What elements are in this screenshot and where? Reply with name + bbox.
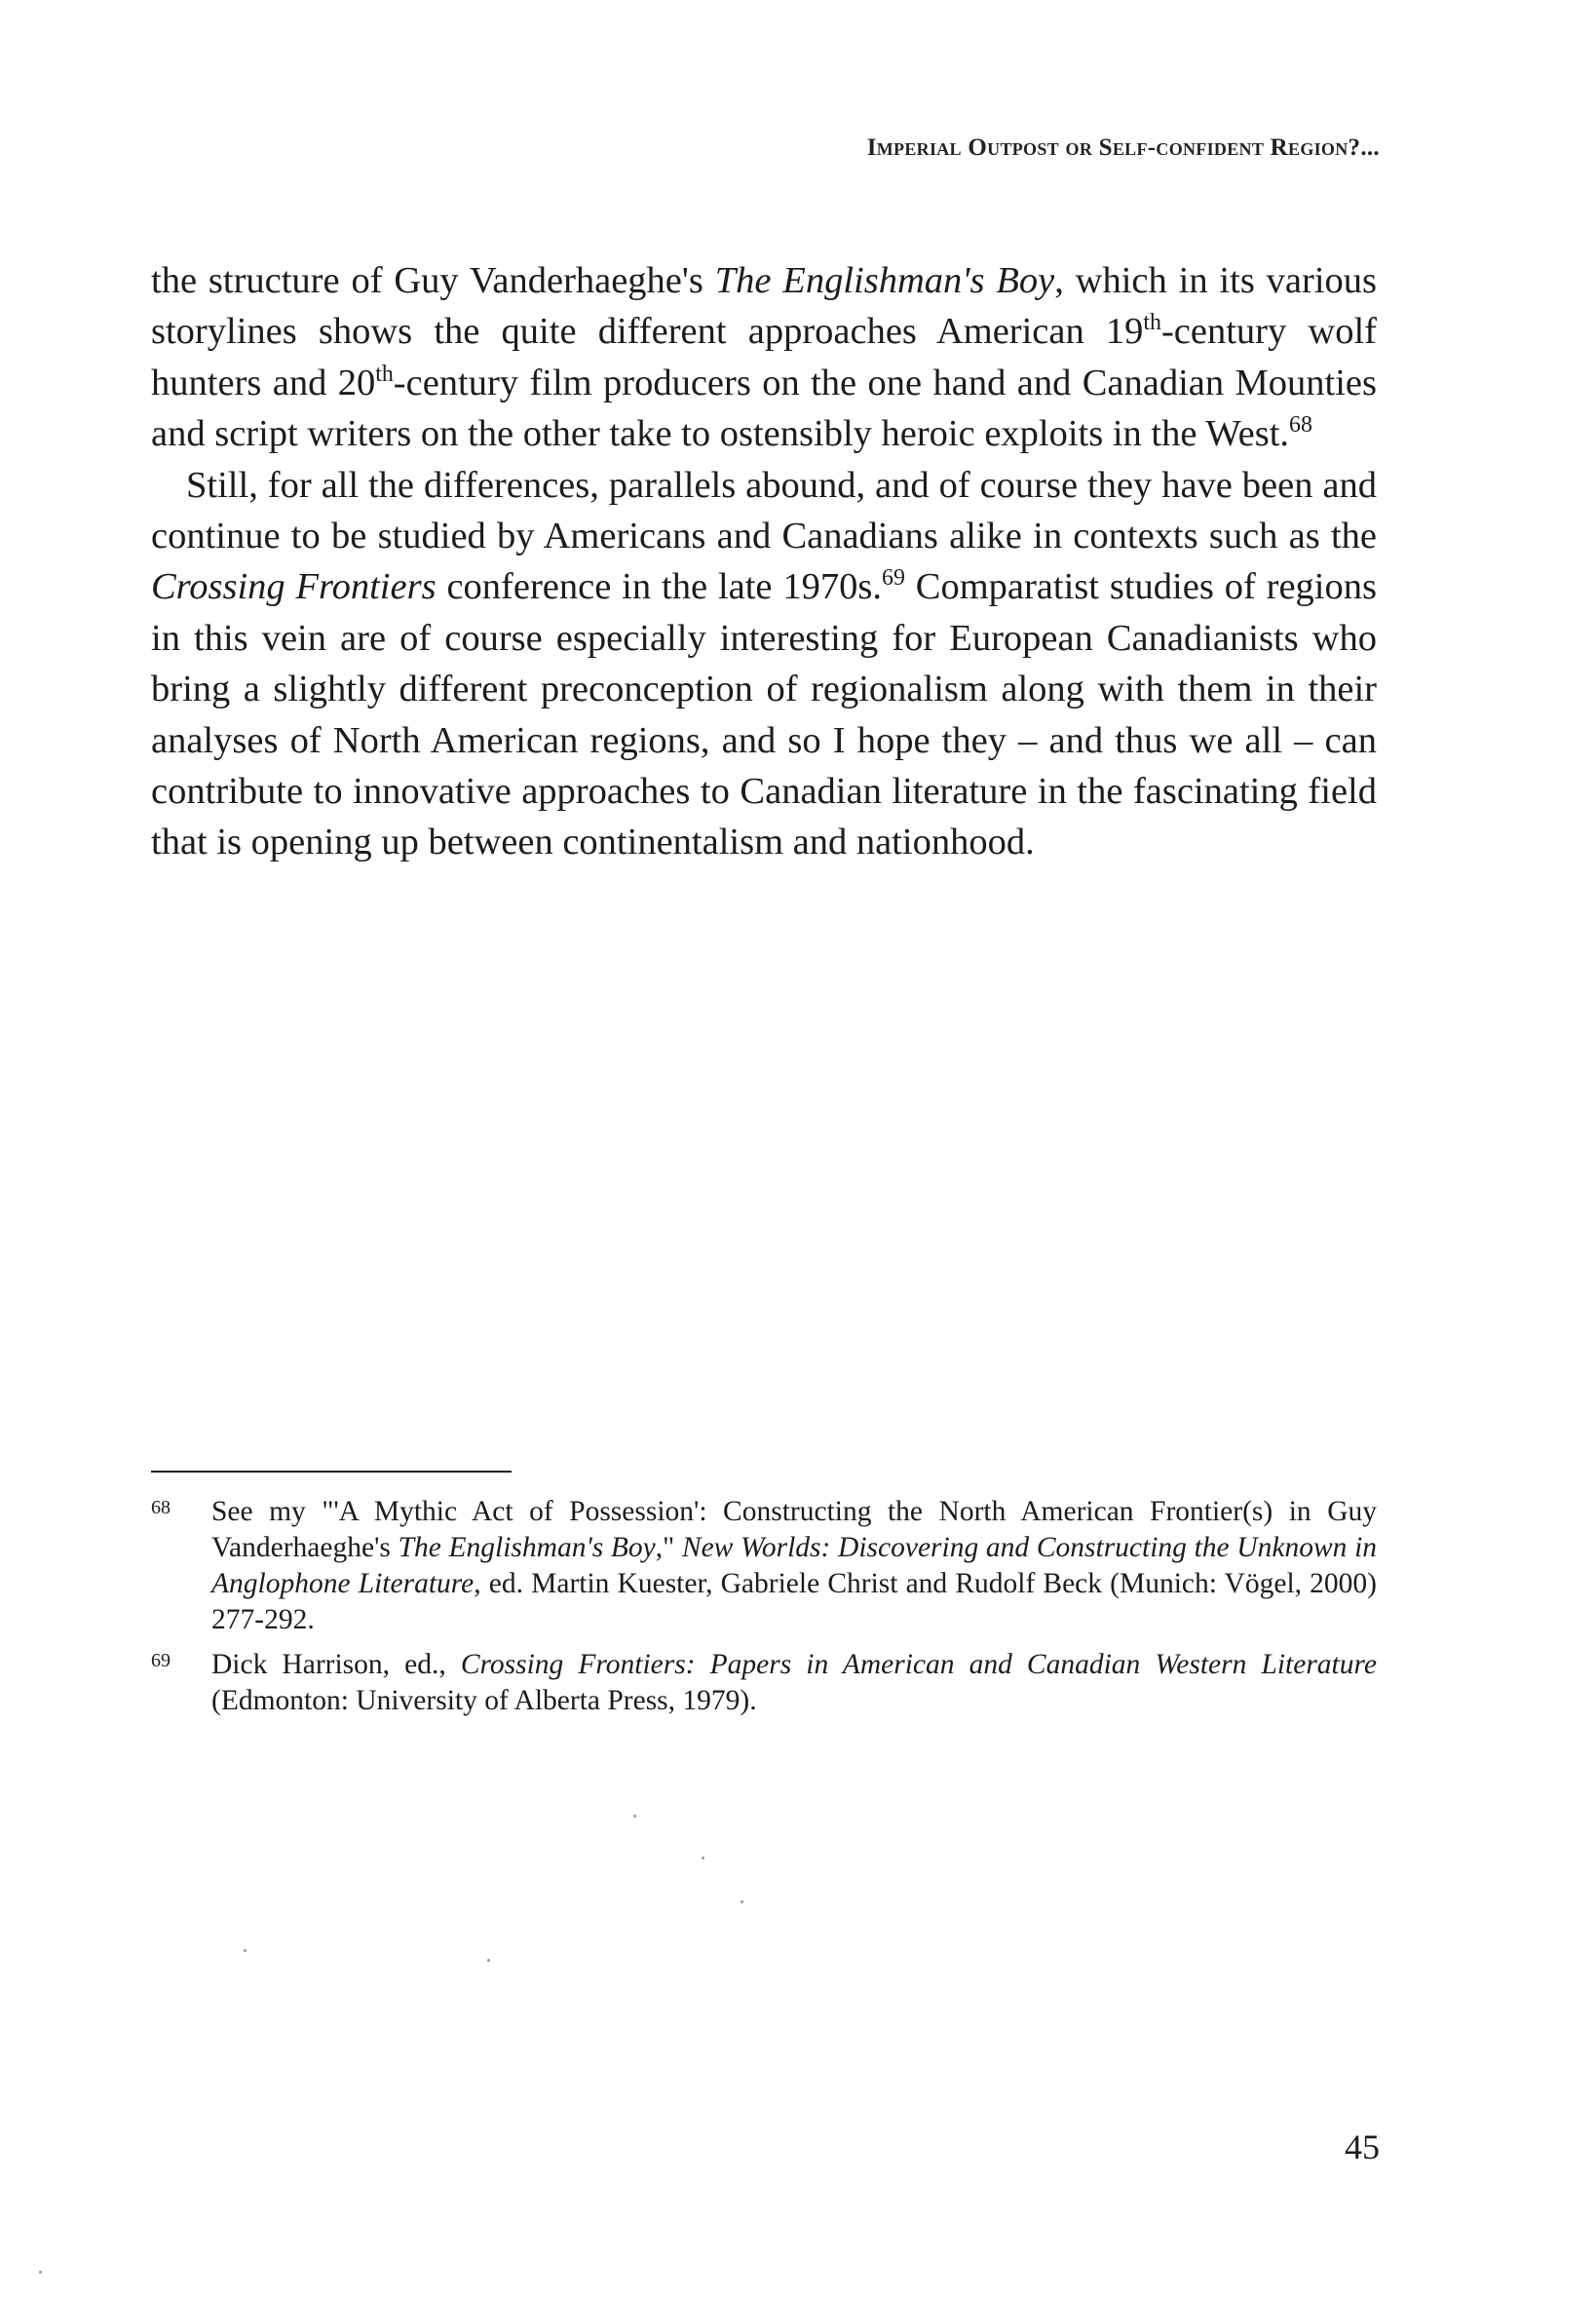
footnotes <box>151 1494 1377 1728</box>
page-number: 45 <box>1345 2127 1380 2166</box>
scan-speck <box>39 2271 42 2274</box>
scan-speck <box>633 1815 636 1818</box>
scan-speck <box>702 1857 704 1859</box>
footnote-separator <box>151 1471 512 1473</box>
footnote-reference-68[interactable]: 68 <box>1289 412 1312 439</box>
paragraph-2-text-2: conference in the late 1970s. <box>436 566 883 608</box>
ordinal-superscript: th <box>375 361 394 387</box>
footnote-69-italic-1: Crossing Frontiers: Papers in American and Canadian Western Literature <box>460 1649 1377 1680</box>
footnote-number: 69 <box>151 1650 171 1671</box>
footnote-69-text-1: Dick Harrison, ed., <box>211 1649 461 1680</box>
paragraph-1-text-1: the structure of Guy Vanderhaeghe's <box>151 260 715 301</box>
footnote-69 <box>151 1647 1377 1719</box>
footnote-68-italic-2: New Worlds: Discovering and Constructing the Unknown in Anglophone Literature <box>211 1532 1378 1599</box>
footnote-reference-69[interactable]: 69 <box>882 565 905 592</box>
paragraph-1 <box>151 255 1377 460</box>
scan-speck <box>487 1959 490 1962</box>
footnote-68-text-3: , ed. Martin Kuester, Gabriele Christ and Rudolf Beck (Munich: Vögel, 2000) 277-292. <box>211 1568 1377 1635</box>
ordinal-superscript: th <box>1143 310 1161 336</box>
running-head: Imperial Outpost or Self-confident Region?... <box>866 134 1380 161</box>
paragraph-1-text-4: -century film producers on the one hand and Canadian Mounties and script writers on the other take to ostensibly heroic exploits in the West. <box>151 362 1377 455</box>
paragraph-2-text-1: Still, for all the differences, parallels abound, and of course they have been and continue to be studied by Americans and Canadians alike in contexts such as the <box>151 464 1377 557</box>
book-title-englishmans-boy: The Englishman's Boy <box>714 260 1055 301</box>
conference-title-crossing-frontiers: Crossing Frontiers <box>151 566 437 608</box>
paragraph-2-text-3: Comparatist studies of regions in this vein are of course especially interesting for European Canadianists who bring a slightly different preconception of regionalism along with them in their analyses of North American regions, and so I hope they – and thus we all – can contribute to innovative approaches to Canadian literature in the fascinating field that is opening up between continentalism and nationhood. <box>151 566 1377 863</box>
body-text <box>151 255 1377 868</box>
paragraph-1-text-2: , which in its various storylines shows the quite different approaches American 19 <box>151 260 1378 353</box>
footnote-69-text-2: (Edmonton: University of Alberta Press, 1979). <box>211 1685 757 1716</box>
footnote-68 <box>151 1494 1377 1638</box>
scan-speck <box>244 1949 247 1952</box>
paragraph-2 <box>151 460 1377 868</box>
paragraph-1-text-3: -century wolf hunters and 20 <box>151 311 1377 403</box>
footnote-68-text-2: ," <box>655 1532 682 1563</box>
footnote-68-text-1: See my "'A Mythic Act of Possession': Constructing the North American Frontier(s) in Guy Vanderhaeghe's <box>211 1496 1377 1563</box>
footnote-68-italic-1: The Englishman's Boy <box>398 1532 656 1563</box>
footnote-number: 68 <box>151 1497 171 1518</box>
scan-speck <box>741 1900 743 1903</box>
